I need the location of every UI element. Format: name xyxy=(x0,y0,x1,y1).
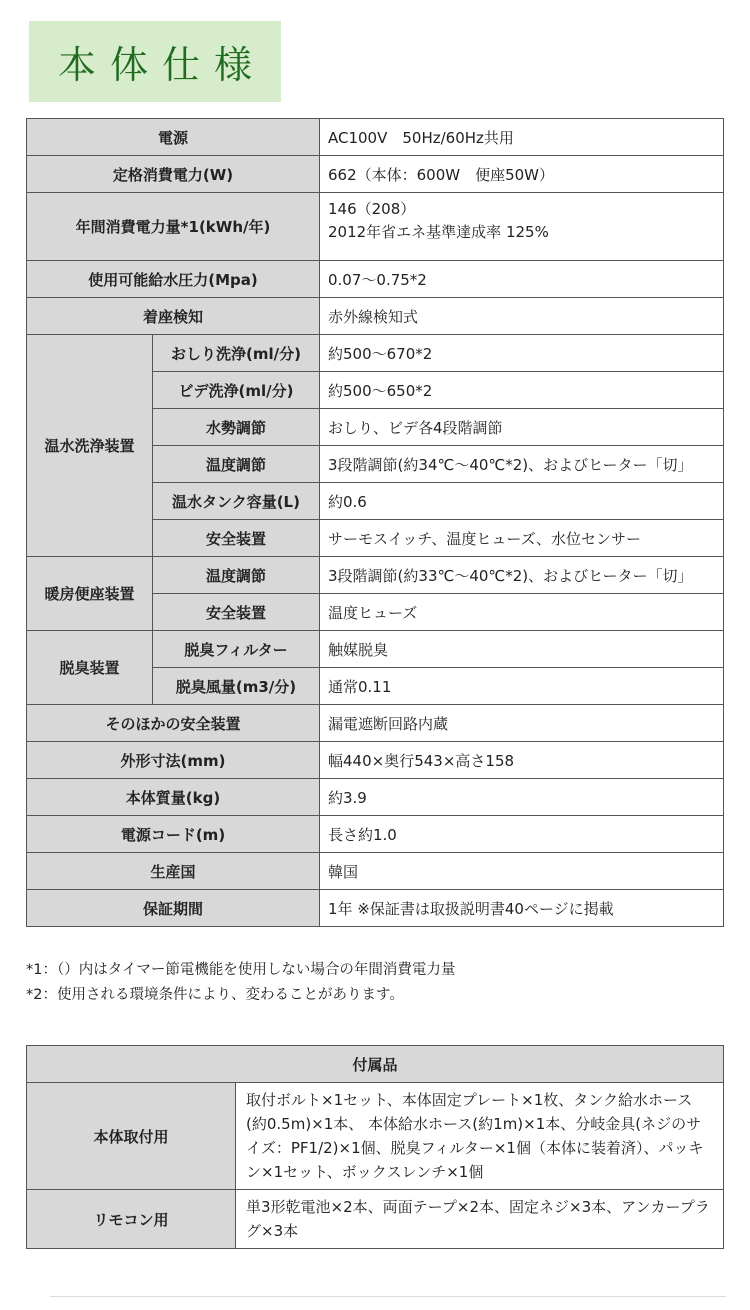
spec-label: 保証期間 xyxy=(27,890,320,927)
spec-value: 韓国 xyxy=(320,853,724,890)
divider xyxy=(50,1296,726,1297)
spec-value: 約3.9 xyxy=(320,779,724,816)
table-row xyxy=(27,1190,724,1249)
table-row xyxy=(27,890,724,927)
spec-label: 外形寸法(mm) xyxy=(27,742,320,779)
spec-label: 本体質量(kg) xyxy=(27,779,320,816)
table-row xyxy=(27,631,724,668)
spec-label: 生産国 xyxy=(27,853,320,890)
spec-value xyxy=(320,193,724,261)
spec-value: 温度ヒューズ xyxy=(320,594,724,631)
spec-value-line: 2012年省エネ基準達成率 125% xyxy=(328,223,549,241)
title-box xyxy=(29,21,281,102)
spec-label: 温度調節 xyxy=(153,557,320,594)
spec-label: 電源 xyxy=(27,119,320,156)
table-row xyxy=(27,779,724,816)
spec-label: ビデ洗浄(ml/分) xyxy=(153,372,320,409)
spec-table xyxy=(26,118,724,927)
spec-label: 年間消費電力量*1(kWh/年) xyxy=(27,193,320,261)
spec-label: 使用可能給水圧力(Mpa) xyxy=(27,261,320,298)
spec-value: 0.07～0.75*2 xyxy=(320,261,724,298)
accessory-label: リモコン用 xyxy=(27,1190,236,1249)
spec-value: 通常0.11 xyxy=(320,668,724,705)
spec-value: 約500～650*2 xyxy=(320,372,724,409)
group-label: 暖房便座装置 xyxy=(27,557,153,631)
accessory-value: 単3形乾電池×2本、両面テープ×2本、固定ネジ×3本、アンカープラグ×3本 xyxy=(236,1190,724,1249)
page-title: 本体仕様 xyxy=(57,43,266,87)
footnote: *2：使用される環境条件により、変わることがあります。 xyxy=(26,987,404,1003)
spec-label: おしり洗浄(ml/分) xyxy=(153,335,320,372)
spec-label: 脱臭フィルター xyxy=(153,631,320,668)
spec-value: 長さ約1.0 xyxy=(320,816,724,853)
spec-value: 662（本体：600W 便座50W） xyxy=(320,156,724,193)
spec-value: 約500～670*2 xyxy=(320,335,724,372)
spec-label: 安全装置 xyxy=(153,594,320,631)
accessory-value: 取付ボルト×1セット、本体固定プレート×1枚、タンク給水ホース(約0.5m)×1本、 本体給水ホース(約1m)×1本、分岐金具(ネジのサイズ：PF1/2)×1個、脱臭フィルター×1個（本体に装着済）、パッキン×1セット、ボックスレンチ×1個 xyxy=(236,1083,724,1190)
table-row xyxy=(27,742,724,779)
spec-value: 赤外線検知式 xyxy=(320,298,724,335)
spec-label: 電源コード(m) xyxy=(27,816,320,853)
spec-label: 定格消費電力(W) xyxy=(27,156,320,193)
accessory-label: 本体取付用 xyxy=(27,1083,236,1190)
table-row xyxy=(27,816,724,853)
table-row xyxy=(27,853,724,890)
table-row xyxy=(27,1083,724,1190)
spec-value: 約0.6 xyxy=(320,483,724,520)
table-row xyxy=(27,1046,724,1083)
spec-value: AC100V 50Hz/60Hz共用 xyxy=(320,119,724,156)
group-label: 温水洗浄装置 xyxy=(27,335,153,557)
table-row xyxy=(27,119,724,156)
spec-value: 1年 ※保証書は取扱説明書40ページに掲載 xyxy=(320,890,724,927)
accessories-table xyxy=(26,1045,724,1249)
spec-value: 触媒脱臭 xyxy=(320,631,724,668)
spec-value: 3段階調節(約34℃～40℃*2)、およびヒーター「切」 xyxy=(320,446,724,483)
spec-label: 安全装置 xyxy=(153,520,320,557)
group-label: 脱臭装置 xyxy=(27,631,153,705)
spec-label: 温水タンク容量(L) xyxy=(153,483,320,520)
table-row xyxy=(27,557,724,594)
table-row xyxy=(27,193,724,261)
spec-value: おしり、ビデ各4段階調節 xyxy=(320,409,724,446)
table-row xyxy=(27,261,724,298)
spec-label: 脱臭風量(m3/分) xyxy=(153,668,320,705)
accessories-header: 付属品 xyxy=(27,1046,724,1083)
footnotes xyxy=(26,958,455,1008)
spec-label: 温度調節 xyxy=(153,446,320,483)
spec-value: 3段階調節(約33℃～40℃*2)、およびヒーター「切」 xyxy=(320,557,724,594)
spec-value: 漏電遮断回路内蔵 xyxy=(320,705,724,742)
spec-label: 水勢調節 xyxy=(153,409,320,446)
table-row xyxy=(27,156,724,193)
spec-label: そのほかの安全装置 xyxy=(27,705,320,742)
footnote: *1：（）内はタイマー節電機能を使用しない場合の年間消費電力量 xyxy=(26,962,456,978)
table-row xyxy=(27,705,724,742)
spec-value: サーモスイッチ、温度ヒューズ、水位センサー xyxy=(320,520,724,557)
table-row xyxy=(27,335,724,372)
spec-label: 着座検知 xyxy=(27,298,320,335)
spec-value-line: 146（208） xyxy=(328,200,416,218)
table-row xyxy=(27,298,724,335)
spec-value: 幅440×奥行543×高さ158 xyxy=(320,742,724,779)
